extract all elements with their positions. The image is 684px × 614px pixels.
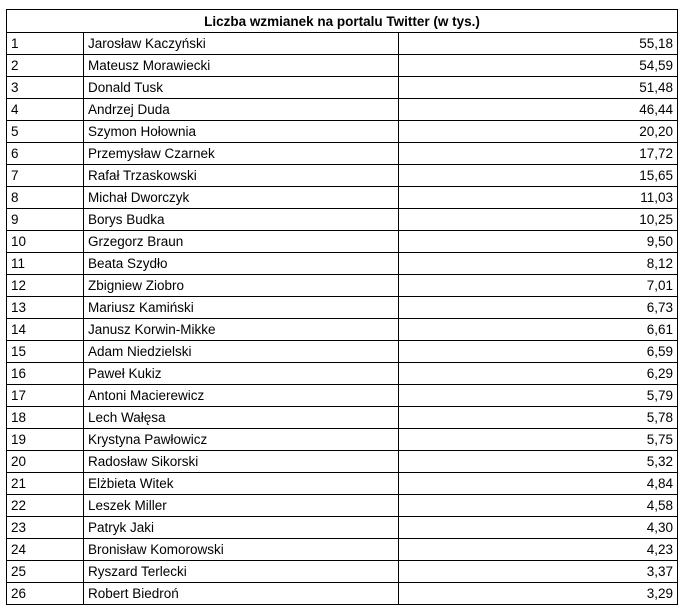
table-row — [7, 253, 678, 275]
rank-cell: 17 — [7, 385, 84, 407]
table-row — [7, 495, 678, 517]
value-cell: 5,78 — [399, 407, 678, 429]
table-row — [7, 209, 678, 231]
name-cell: Michał Dworczyk — [84, 187, 399, 209]
table-row — [7, 99, 678, 121]
name-cell: Zbigniew Ziobro — [84, 275, 399, 297]
table-row — [7, 297, 678, 319]
table-row — [7, 165, 678, 187]
mentions-table — [6, 9, 678, 605]
name-cell: Krystyna Pawłowicz — [84, 429, 399, 451]
name-cell: Leszek Miller — [84, 495, 399, 517]
value-cell: 15,65 — [399, 165, 678, 187]
value-cell: 8,12 — [399, 253, 678, 275]
name-cell: Mateusz Morawiecki — [84, 55, 399, 77]
rank-cell: 19 — [7, 429, 84, 451]
value-cell: 54,59 — [399, 55, 678, 77]
table-row — [7, 55, 678, 77]
table-row — [7, 363, 678, 385]
name-cell: Grzegorz Braun — [84, 231, 399, 253]
rank-cell: 8 — [7, 187, 84, 209]
rank-cell: 22 — [7, 495, 84, 517]
table-row — [7, 341, 678, 363]
name-cell: Andrzej Duda — [84, 99, 399, 121]
value-cell: 6,73 — [399, 297, 678, 319]
rank-cell: 7 — [7, 165, 84, 187]
rank-cell: 1 — [7, 33, 84, 55]
rank-cell: 5 — [7, 121, 84, 143]
rank-cell: 9 — [7, 209, 84, 231]
rank-cell: 13 — [7, 297, 84, 319]
name-cell: Paweł Kukiz — [84, 363, 399, 385]
value-cell: 20,20 — [399, 121, 678, 143]
name-cell: Elżbieta Witek — [84, 473, 399, 495]
value-cell: 7,01 — [399, 275, 678, 297]
table-row — [7, 407, 678, 429]
table-row — [7, 451, 678, 473]
value-cell: 4,84 — [399, 473, 678, 495]
rank-cell: 11 — [7, 253, 84, 275]
value-cell: 55,18 — [399, 33, 678, 55]
table-body — [7, 33, 678, 605]
name-cell: Adam Niedzielski — [84, 341, 399, 363]
value-cell: 51,48 — [399, 77, 678, 99]
name-cell: Robert Biedroń — [84, 583, 399, 605]
table-row — [7, 385, 678, 407]
rank-cell: 26 — [7, 583, 84, 605]
rank-cell: 2 — [7, 55, 84, 77]
rank-cell: 3 — [7, 77, 84, 99]
value-cell: 11,03 — [399, 187, 678, 209]
rank-cell: 18 — [7, 407, 84, 429]
name-cell: Radosław Sikorski — [84, 451, 399, 473]
rank-cell: 25 — [7, 561, 84, 583]
rank-cell: 20 — [7, 451, 84, 473]
value-cell: 6,29 — [399, 363, 678, 385]
value-cell: 4,58 — [399, 495, 678, 517]
value-cell: 5,79 — [399, 385, 678, 407]
value-cell: 6,59 — [399, 341, 678, 363]
table-row — [7, 33, 678, 55]
rank-cell: 21 — [7, 473, 84, 495]
rank-cell: 10 — [7, 231, 84, 253]
table-row — [7, 231, 678, 253]
rank-cell: 16 — [7, 363, 84, 385]
name-cell: Jarosław Kaczyński — [84, 33, 399, 55]
name-cell: Borys Budka — [84, 209, 399, 231]
name-cell: Szymon Hołownia — [84, 121, 399, 143]
value-cell: 10,25 — [399, 209, 678, 231]
table-row — [7, 429, 678, 451]
table-row — [7, 539, 678, 561]
rank-cell: 14 — [7, 319, 84, 341]
rank-cell: 6 — [7, 143, 84, 165]
value-cell: 3,37 — [399, 561, 678, 583]
name-cell: Lech Wałęsa — [84, 407, 399, 429]
rank-cell: 12 — [7, 275, 84, 297]
table-row — [7, 517, 678, 539]
table-title: Liczba wzmianek na portalu Twitter (w tys.) — [7, 10, 678, 33]
name-cell: Ryszard Terlecki — [84, 561, 399, 583]
value-cell: 46,44 — [399, 99, 678, 121]
value-cell: 3,29 — [399, 583, 678, 605]
table-header-row — [7, 10, 678, 33]
table-row — [7, 561, 678, 583]
name-cell: Przemysław Czarnek — [84, 143, 399, 165]
value-cell: 5,75 — [399, 429, 678, 451]
value-cell: 5,32 — [399, 451, 678, 473]
table-row — [7, 143, 678, 165]
table-row — [7, 583, 678, 605]
name-cell: Donald Tusk — [84, 77, 399, 99]
value-cell: 4,23 — [399, 539, 678, 561]
value-cell: 9,50 — [399, 231, 678, 253]
table-row — [7, 473, 678, 495]
name-cell: Antoni Macierewicz — [84, 385, 399, 407]
value-cell: 4,30 — [399, 517, 678, 539]
table-row — [7, 77, 678, 99]
rank-cell: 23 — [7, 517, 84, 539]
name-cell: Rafał Trzaskowski — [84, 165, 399, 187]
table-row — [7, 275, 678, 297]
rank-cell: 15 — [7, 341, 84, 363]
name-cell: Bronisław Komorowski — [84, 539, 399, 561]
value-cell: 6,61 — [399, 319, 678, 341]
rank-cell: 24 — [7, 539, 84, 561]
name-cell: Janusz Korwin-Mikke — [84, 319, 399, 341]
table-row — [7, 187, 678, 209]
table-row — [7, 121, 678, 143]
value-cell: 17,72 — [399, 143, 678, 165]
table-row — [7, 319, 678, 341]
name-cell: Patryk Jaki — [84, 517, 399, 539]
rank-cell: 4 — [7, 99, 84, 121]
name-cell: Mariusz Kamiński — [84, 297, 399, 319]
mentions-table-container — [6, 9, 677, 605]
name-cell: Beata Szydło — [84, 253, 399, 275]
